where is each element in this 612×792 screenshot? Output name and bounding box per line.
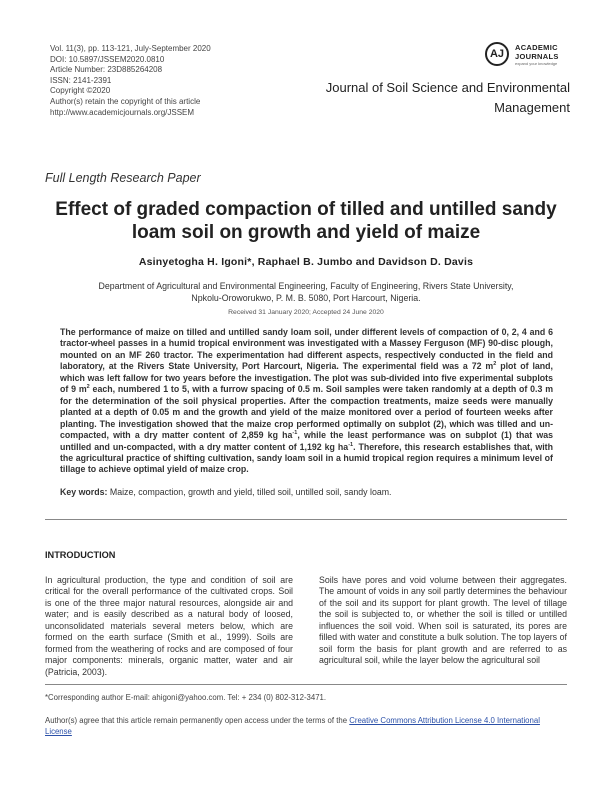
paper-title-line1: Effect of graded compaction of tilled and untilled sandy bbox=[55, 199, 557, 220]
abstract-part2: plot of land, which was left fallow for two years before the investigation. The plot was sub-divided into five experimental subplots of 9 m bbox=[60, 361, 553, 395]
abstract-part1: The performance of maize on tilled and untilled sandy loam soil, under different levels of compaction of 0, 2, 4 and 6 tractor-wheel passes in a humid tropical environment was investigated with a Massey Ferguson (MF) 90-disc plough, mounted on an MF 260 tractor. The experimentation had different aspects, respectively conducted in the field and laboratory, at the Rivers State University, Port Harcourt, Nigeria. The experimental field was a 72 m bbox=[60, 327, 553, 372]
meta-doi: DOI: 10.5897/JSSEM2020.0810 bbox=[50, 54, 165, 64]
logo-mark: AJ bbox=[485, 42, 509, 66]
abstract-sup1: 2 bbox=[493, 361, 497, 368]
logo-tagline: expand your knowledge bbox=[515, 61, 558, 66]
keywords-text: Maize, compaction, growth and yield, tilled soil, untilled soil, sandy loam. bbox=[107, 487, 392, 497]
journal-title-line1: Journal of Soil Science and Environmental bbox=[325, 80, 570, 95]
affiliation-line1: Department of Agricultural and Environmental Engineering, Faculty of Engineering, Rivers State University, bbox=[98, 281, 514, 291]
keywords-label: Key words: bbox=[60, 487, 108, 497]
license-notice bbox=[45, 716, 567, 737]
logo-name-line2: JOURNALS bbox=[515, 51, 559, 61]
meta-volume: Vol. 11(3), pp. 113-121, July-September 2020 bbox=[50, 44, 211, 53]
journal-title-line2: Management bbox=[494, 100, 570, 115]
paper-title bbox=[30, 198, 582, 244]
article-metadata bbox=[50, 44, 211, 118]
footnote-divider bbox=[45, 684, 567, 685]
abstract bbox=[60, 327, 553, 476]
logo-name-line1: ACADEMIC bbox=[515, 43, 558, 52]
intro-column-right: Soils have pores and void volume between their aggregates. The amount of voids in any soil partly determines the behaviour of the soil and its support for plant growth. The level of tillage the soil is subjected to, or whether the soil is tilled or untilled influences the soil void. When soil is saturated, its pores are filled with water and constitute a bulk solution. The top layers of soil form the basis for plant growth and are referred to as agricultural soil, while the layer below the agricultural soil bbox=[319, 575, 567, 666]
keywords bbox=[60, 487, 553, 497]
meta-rights: Author(s) retain the copyright of this article bbox=[50, 96, 201, 106]
meta-issn: ISSN: 2141-2391 bbox=[50, 75, 112, 85]
affiliation bbox=[60, 281, 552, 304]
meta-article-number: Article Number: 23D885264208 bbox=[50, 65, 163, 75]
logo-name bbox=[515, 44, 559, 61]
author-list: Asinyetogha H. Igoni*, Raphael B. Jumbo and Davidson D. Davis bbox=[138, 256, 474, 268]
intro-column-left: In agricultural production, the type and condition of soil are critical for the overall performance of the cultivated crops. Soil is one of the three major natural resources, alongside air and water; and is easily described as a natural body of loosed, unconsolidated materials several meters below, which are formed on the earth surface (Smith et al., 1999). Soils are formed from the weathering of rocks and are composed of four major components: minerals, organic matter, water and air (Patricia, 2003). bbox=[45, 575, 293, 677]
section-divider bbox=[45, 519, 567, 520]
license-link[interactable]: Creative Commons Attribution License 4.0 International License bbox=[45, 716, 540, 736]
license-text: Author(s) agree that this article remain permanently open access under the terms of the bbox=[45, 716, 350, 725]
paper-type: Full Length Research Paper bbox=[45, 171, 201, 185]
meta-url: http://www.academicjournals.org/JSSEM bbox=[50, 107, 195, 117]
corresponding-author-footnote: *Corresponding author E-mail: ahigoni@yahoo.com. Tel: + 234 (0) 802-312-3471. bbox=[45, 693, 327, 702]
publisher-logo bbox=[485, 40, 585, 68]
section-heading-introduction: INTRODUCTION bbox=[45, 550, 116, 560]
abstract-part5: . Therefore, this research establishes that, with the agricultural practice of shifting cultivation, sandy loam soil in a humid tropical region requires a minimum level of tillage to achieve optimal yield of maize crop. bbox=[60, 441, 553, 475]
abstract-part4: , while the least performance was on subplot (1) that was untilled and un-compacted, with a dry matter content of 1,192 kg ha bbox=[60, 430, 553, 452]
paper-title-line2: loam soil on growth and yield of maize bbox=[131, 222, 481, 243]
abstract-sup3: -1 bbox=[292, 430, 298, 437]
abstract-sup4: -1 bbox=[348, 441, 354, 448]
received-dates: Received 31 January 2020; Accepted 24 June 2020 bbox=[228, 309, 384, 316]
journal-title bbox=[270, 78, 570, 118]
meta-copyright: Copyright ©2020 bbox=[50, 86, 111, 96]
abstract-sup2: 2 bbox=[86, 384, 90, 391]
affiliation-line2: Npkolu-Oroworukwo, P. M. B. 5080, Port Harcourt, Nigeria. bbox=[191, 292, 421, 303]
abstract-part3: each, numbered 1 to 5, with a furrow spacing of 0.5 m. Soil samples were taken randomly at a depth of 0.3 m for the determination of the soil physical properties. After the compaction treatments, maize seeds were manually planted at a depth of 0.05 m and the growth and yield of the maize monitored over a period of fourteen weeks after planting. The investigation showed that the maize crop performed optimally on subplot (2), which was tilled and un-compacted, with a dry matter content of 2,859 kg ha bbox=[60, 384, 554, 441]
